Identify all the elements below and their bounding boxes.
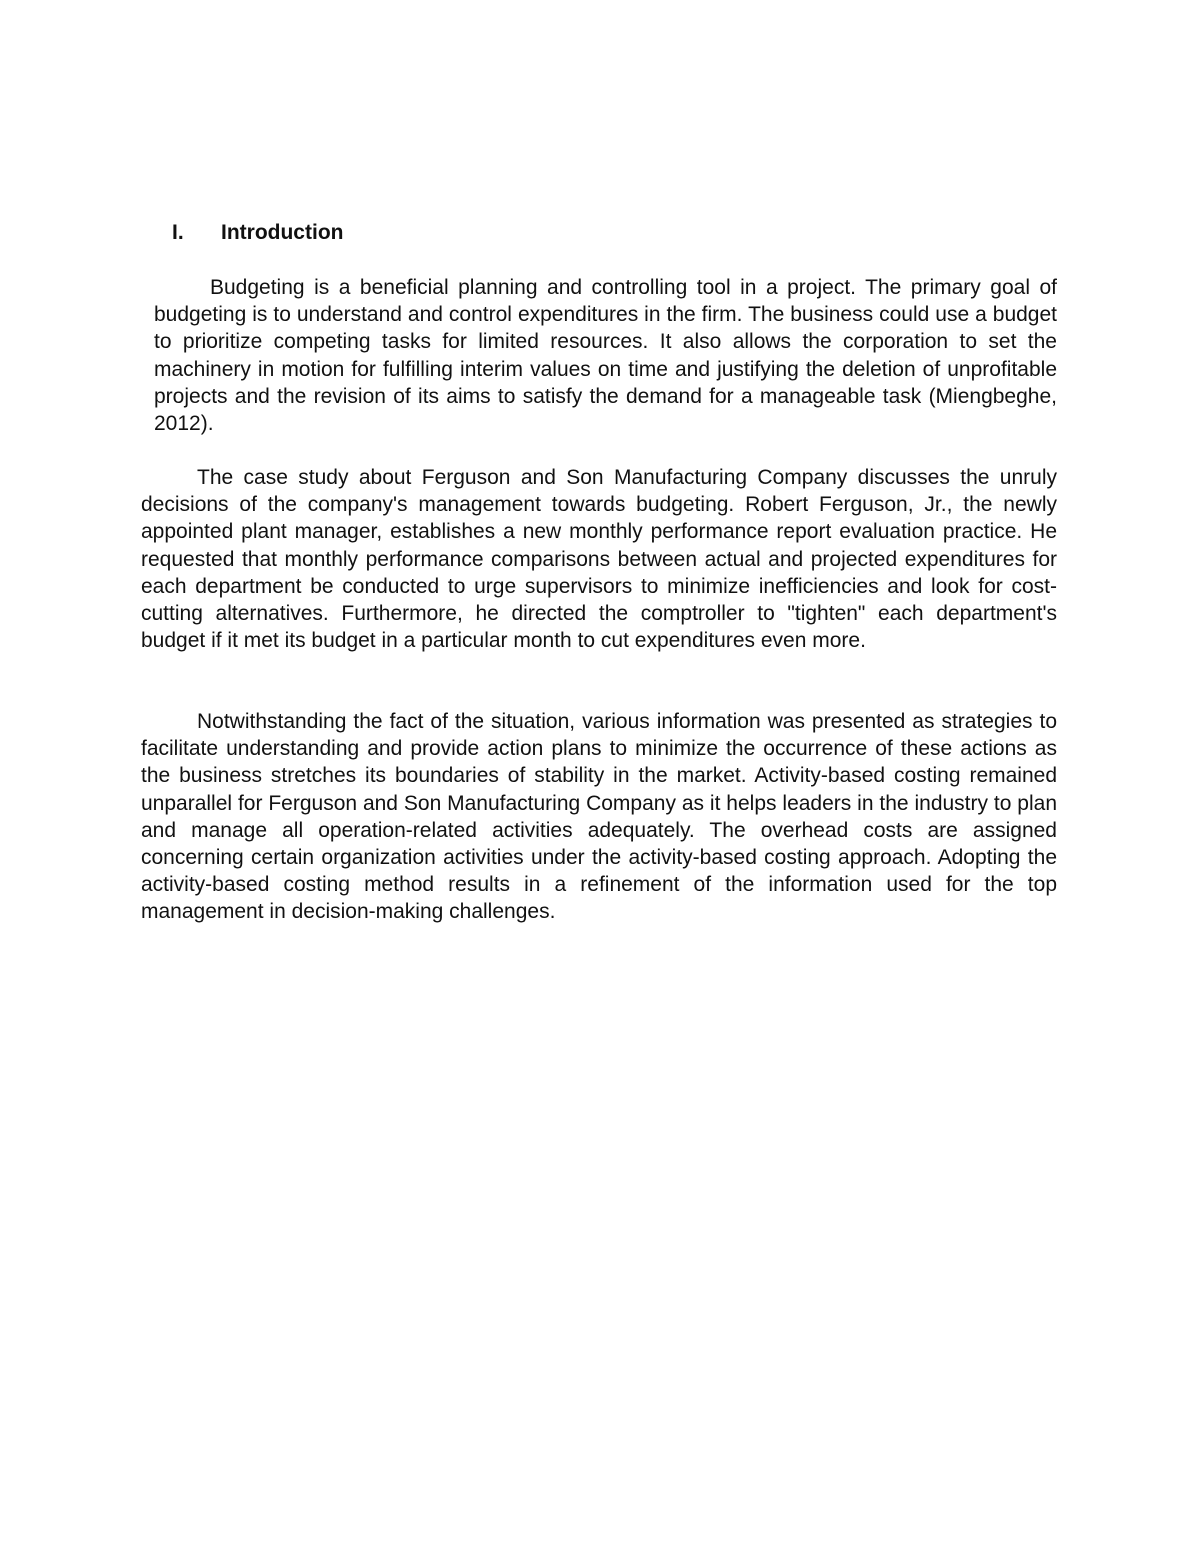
paragraph-case-study: The case study about Ferguson and Son Manufacturing Company discusses the unruly decisions of the company's management towards budgeting. Robert Ferguson, Jr., the newly appointed plant manager, establishes a new monthly performance report evaluation practice. He requested that monthly performance comparisons between actual and projected expenditures for each department be conducted to urge supervisors to minimize inefficiencies and look for cost-cutting alternatives. Furthermore, he directed the comptroller to "tighten" each department's budget if it met its budget in a particular month to cut expenditures even more. <box>141 466 1057 653</box>
section-heading <box>172 220 343 246</box>
paragraph-budgeting: Budgeting is a beneficial planning and controlling tool in a project. The primary goal of budgeting is to understand and control expenditures in the firm. The business could use a budget to prioritize competing tasks for limited resources. It also allows the corporation to set the machinery in motion for fulfilling interim values on time and justifying the deletion of unprofitable projects and the revision of its aims to satisfy the demand for a manageable task (Miengbeghe, 2012). <box>154 276 1057 436</box>
section-title: Introduction <box>221 221 344 244</box>
section-number: I. <box>172 221 184 244</box>
paragraph-activity-based-costing: Notwithstanding the fact of the situation, various information was presented as strategies to facilitate understanding and provide action plans to minimize the occurrence of these actions as the business stretches its boundaries of stability in the market. Activity-based costing remained unparallel for Ferguson and Son Manufacturing Company as it helps leaders in the industry to plan and manage all operation-related activities adequately. The overhead costs are assigned concerning certain organization activities under the activity-based costing approach. Adopting the activity-based costing method results in a refinement of the information used for the top management in decision-making challenges. <box>141 710 1057 924</box>
